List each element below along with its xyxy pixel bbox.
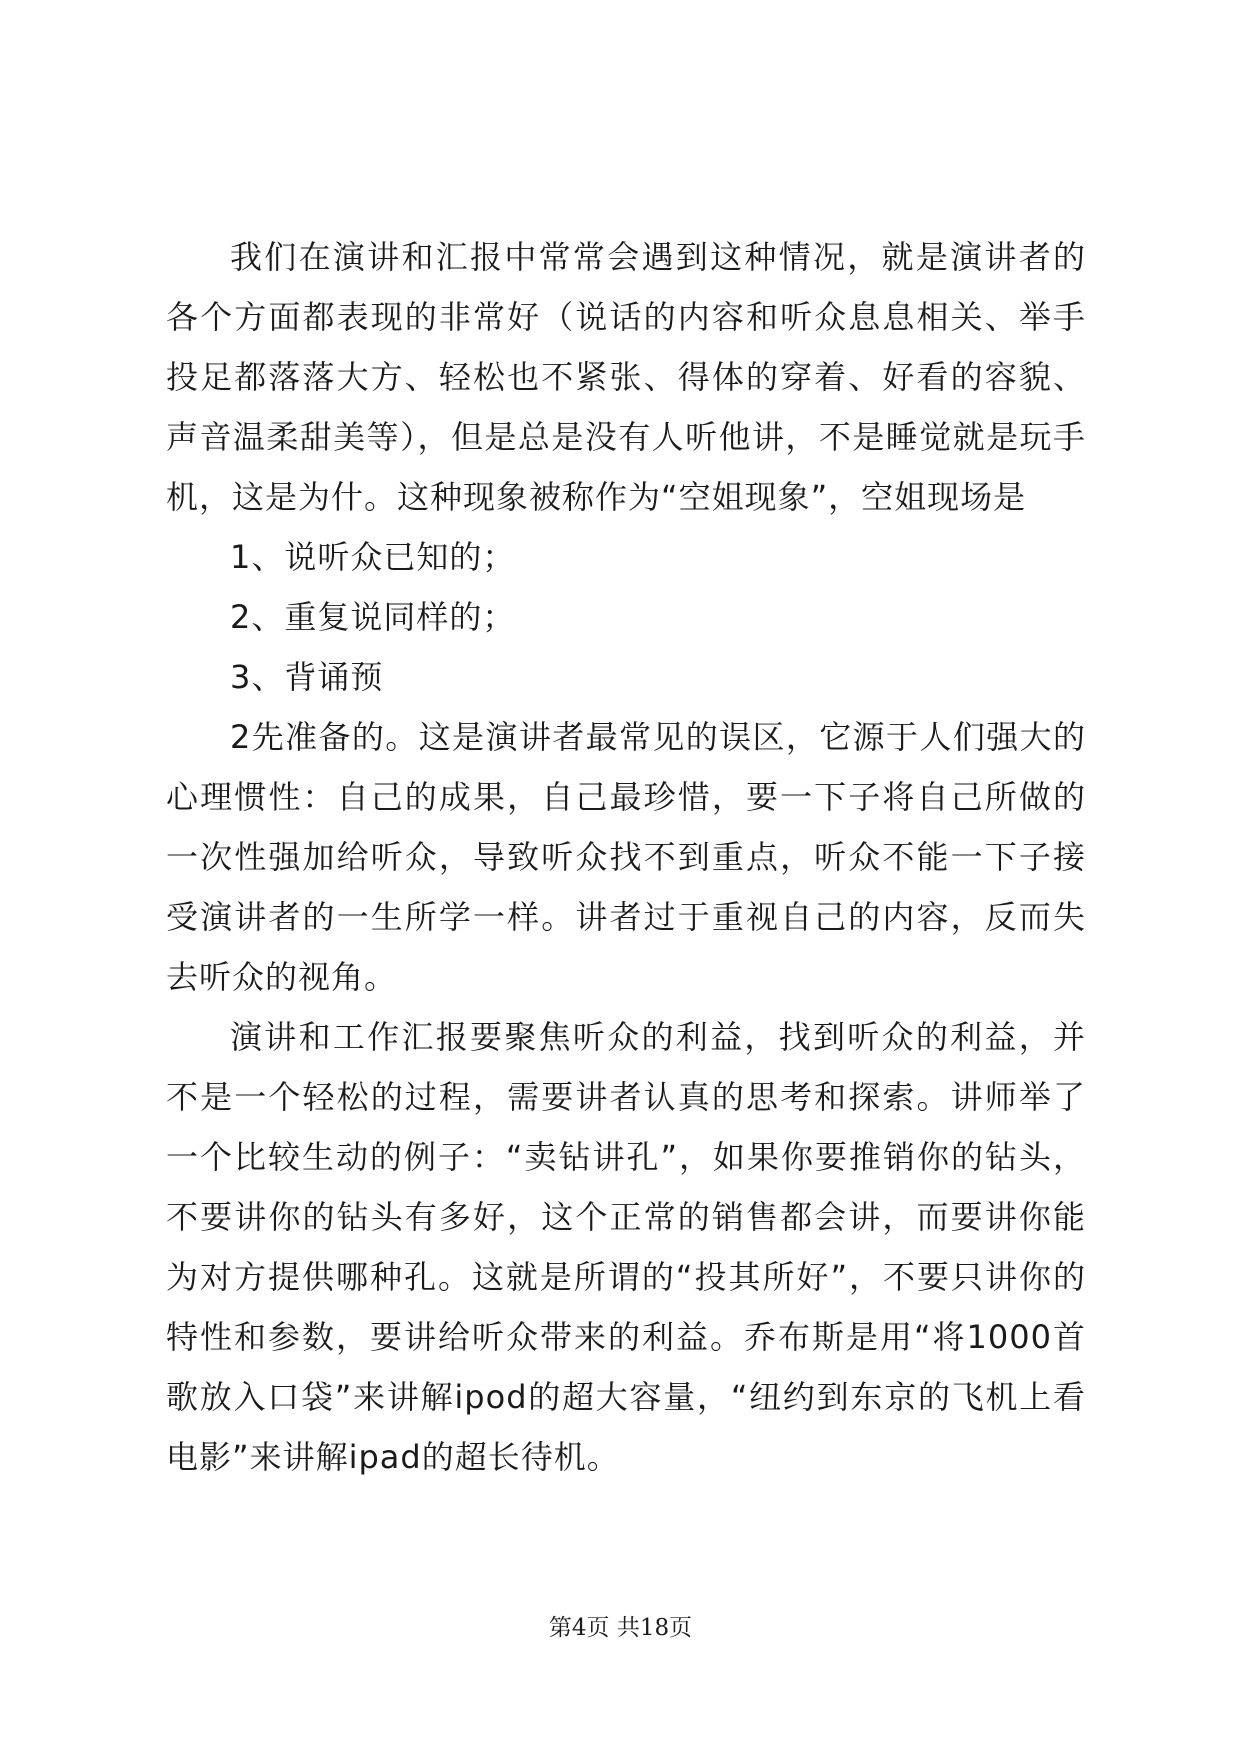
document-body <box>166 227 1086 1487</box>
list-item-2: 2、重复说同样的； <box>230 598 516 636</box>
list-item-3: 3、背诵预 <box>230 658 384 696</box>
paragraph-misconception: 2先准备的。这是演讲者最常见的误区，它源于人们强大的心理惯性：自己的成果，自己最珍惜，要一下子将自己所做的一次性强加给听众，导致听众找不到重点，听众不能一下子接受演讲者的一生所学一样。讲者过于重视自己的内容，反而失去听众的视角。 <box>166 718 1086 996</box>
page-footer: 第4页 共18页 <box>548 1615 693 1641</box>
paragraph-audience-benefit: 演讲和工作汇报要聚焦听众的利益，找到听众的利益，并不是一个轻松的过程，需要讲者认真的思考和探索。讲师举了一个比较生动的例子：“卖钻讲孔”，如果你要推销你的钻头，不要讲你的钻头有多好，这个正常的销售都会讲，而要讲你能为对方提供哪种孔。这就是所谓的“投其所好”，不要只讲你的特性和参数，要讲给听众带来的利益。乔布斯是用“将1000首歌放入口袋”来讲解ipod的超大容量，“纽约到东京的飞机上看电影”来讲解ipad的超长待机。 <box>166 1018 1086 1476</box>
paragraph-intro: 我们在演讲和汇报中常常会遇到这种情况，就是演讲者的各个方面都表现的非常好（说话的内容和听众息息相关、举手投足都落落大方、轻松也不紧张、得体的穿着、好看的容貌、声音温柔甜美等），但是总是没有人听他讲，不是睡觉就是玩手机，这是为什。这种现象被称作为“空姐现象”，空姐现场是 <box>166 238 1086 516</box>
list-item-1: 1、说听众已知的； <box>230 538 516 576</box>
